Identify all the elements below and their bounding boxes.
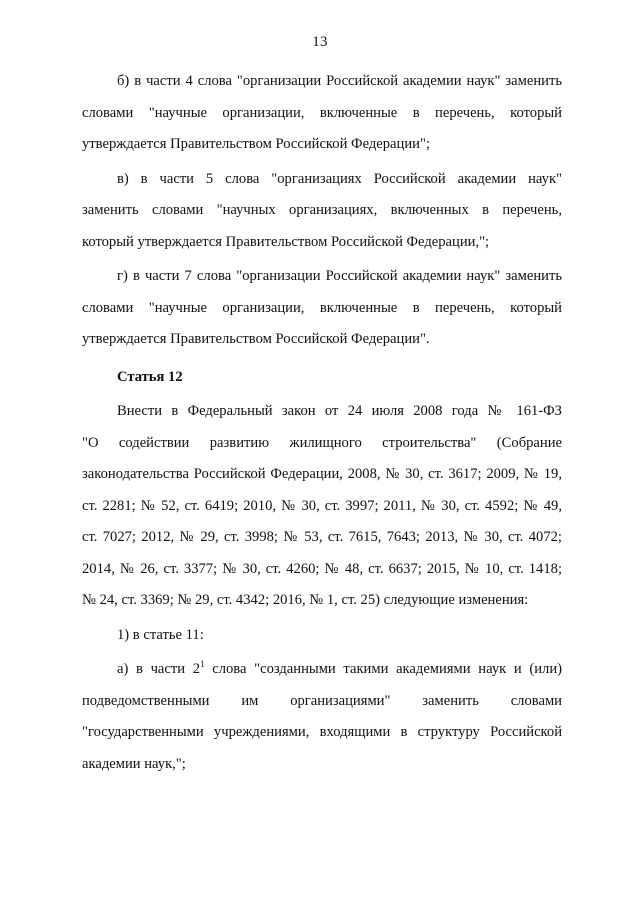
paragraph-item-g	[82, 261, 562, 356]
paragraph-item-a	[82, 654, 562, 780]
text-line: словами "научные организации, включенные в перечень, который	[82, 104, 562, 121]
text-line: законодательства Российской Федерации, 2008, № 30, ст. 3617; 2009, № 19,	[82, 466, 562, 482]
text-line: в) в части 5 слова "организациях Российской академии наук"	[117, 170, 562, 187]
text-line: "государственными учреждениями, входящими в структуру Российской	[82, 724, 562, 740]
sub-item-heading: 1) в статье 11:	[117, 626, 204, 643]
superscript: 1	[200, 659, 205, 669]
article-paragraph	[82, 396, 562, 617]
text-line: Внести в Федеральный закон от 24 июля 2008 года № 161-ФЗ	[117, 403, 562, 419]
text-line: "О содействии развитию жилищного строительства" (Собрание	[82, 434, 562, 451]
text-line-with-superscript	[82, 654, 562, 686]
text-segment: слова "созданными такими академиями наук и (или)	[204, 661, 563, 677]
text-line: ст. 2281; № 52, ст. 6419; 2010, № 30, ст. 3997; 2011, № 30, ст. 4592; № 49,	[82, 497, 562, 514]
document-body	[82, 66, 562, 780]
text-line: подведомственными им организациями" заменить словами	[82, 692, 562, 709]
text-line: словами "научные организации, включенные в перечень, который	[82, 299, 562, 316]
text-line: академии наук,";	[82, 755, 186, 772]
text-line: г) в части 7 слова "организации Российской академии наук" заменить	[117, 268, 562, 284]
text-line: заменить словами "научных организациях, включенных в перечень,	[82, 202, 562, 218]
page-number: 13	[312, 34, 328, 50]
text-line: утверждается Правительством Российской Федерации";	[82, 136, 430, 152]
text-line: 2014, № 26, ст. 3377; № 30, ст. 4260; № 48, ст. 6637; 2015, № 10, ст. 1418;	[82, 560, 562, 577]
text-segment: а) в части 2	[117, 661, 201, 677]
paragraph-item-b	[82, 66, 562, 161]
article-heading: Статья 12	[117, 368, 183, 385]
text-line: который утверждается Правительством Российской Федерации,";	[82, 233, 490, 250]
text-line: б) в части 4 слова "организации Российской академии наук" заменить	[117, 73, 562, 89]
text-line: утверждается Правительством Российской Федерации".	[82, 331, 430, 347]
paragraph-item-v	[82, 164, 562, 259]
text-line: ст. 7027; 2012, № 29, ст. 3998; № 53, ст. 7615, 7643; 2013, № 30, ст. 4072;	[82, 529, 562, 545]
text-line: № 24, ст. 3369; № 29, ст. 4342; 2016, № 1, ст. 25) следующие изменения:	[82, 592, 529, 608]
